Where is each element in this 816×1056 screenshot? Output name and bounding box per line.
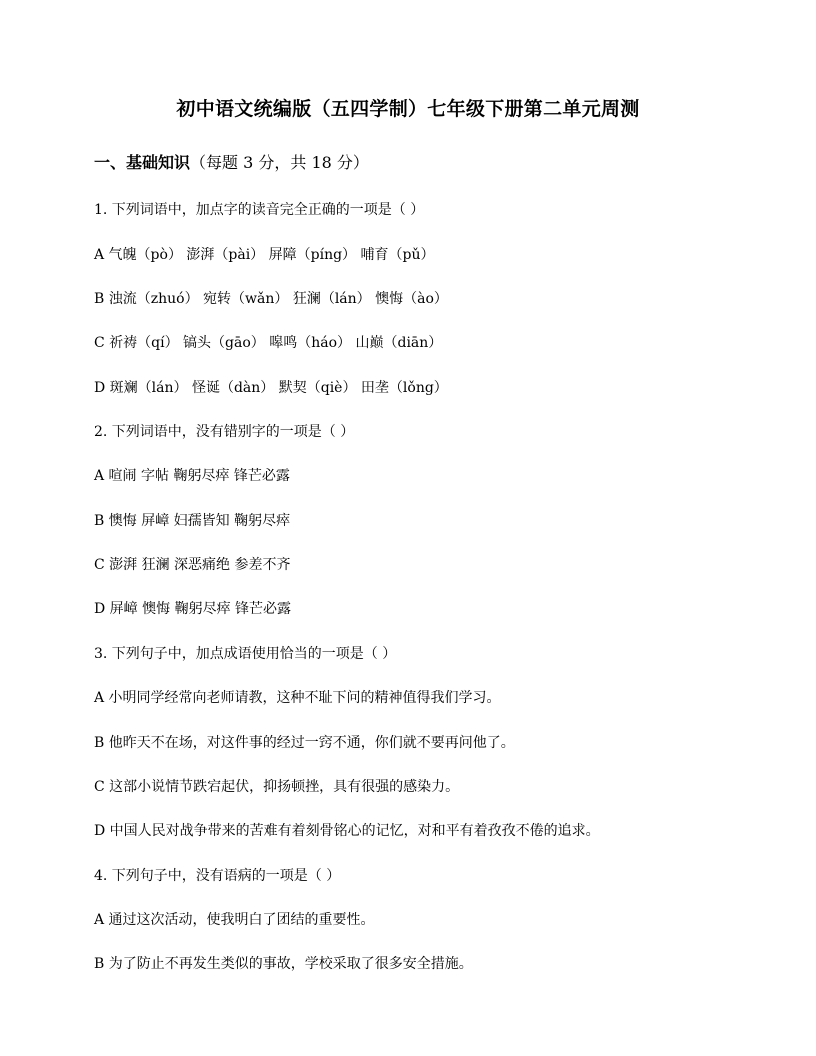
question-2-option-b: B 懊悔 屏嶂 妇孺皆知 鞠躬尽瘁 bbox=[94, 513, 291, 529]
section-heading-label: 一、基础知识 bbox=[94, 153, 191, 172]
question-2-option-c: C 澎湃 狂澜 深恶痛绝 参差不齐 bbox=[94, 557, 291, 573]
page-title: 初中语文统编版（五四学制）七年级下册第二单元周测 bbox=[176, 98, 640, 120]
question-1-option-a: A 气魄（pò） 澎湃（pài） 屏障（píng） 哺育（pǔ） bbox=[94, 247, 435, 263]
question-4-option-b: B 为了防止不再发生类似的事故，学校采取了很多安全措施。 bbox=[94, 956, 473, 972]
question-3-stem: 3. 下列句子中，加点成语使用恰当的一项是（ ） bbox=[94, 646, 397, 662]
question-3-option-a: A 小明同学经常向老师请教，这种不耻下问的精神值得我们学习。 bbox=[94, 690, 501, 706]
section-heading-basic-knowledge bbox=[94, 150, 369, 173]
question-2-option-a: A 喧闹 字帖 鞠躬尽瘁 锋芒必露 bbox=[94, 468, 290, 484]
question-4-stem: 4. 下列句子中，没有语病的一项是（ ） bbox=[94, 868, 341, 884]
question-1-option-c: C 祈祷（qí） 镐头（gāo） 嗥鸣（háo） 山巅（diān） bbox=[94, 335, 443, 351]
question-2-option-d: D 屏嶂 懊悔 鞠躬尽瘁 锋芒必露 bbox=[94, 601, 292, 617]
question-4-option-a: A 通过这次活动，使我明白了团结的重要性。 bbox=[94, 912, 375, 928]
section-score-note: （每题 3 分，共 18 分） bbox=[190, 153, 369, 172]
question-1-option-d: D 斑斓（lán） 怪诞（dàn） 默契（qiè） 田垄（lǒng） bbox=[94, 380, 448, 396]
question-3-option-c: C 这部小说情节跌宕起伏，抑扬顿挫，具有很强的感染力。 bbox=[94, 779, 460, 795]
question-1-option-b: B 浊流（zhuó） 宛转（wǎn） 狂澜（lán） 懊悔（ào） bbox=[94, 291, 448, 307]
question-3-option-d: D 中国人民对战争带来的苦难有着刻骨铭心的记忆，对和平有着孜孜不倦的追求。 bbox=[94, 823, 600, 839]
question-3-option-b: B 他昨天不在场，对这件事的经过一窍不通，你们就不要再问他了。 bbox=[94, 735, 515, 751]
question-1-stem: 1. 下列词语中，加点字的读音完全正确的一项是（ ） bbox=[94, 202, 425, 218]
question-2-stem: 2. 下列词语中，没有错别字的一项是（ ） bbox=[94, 424, 355, 440]
